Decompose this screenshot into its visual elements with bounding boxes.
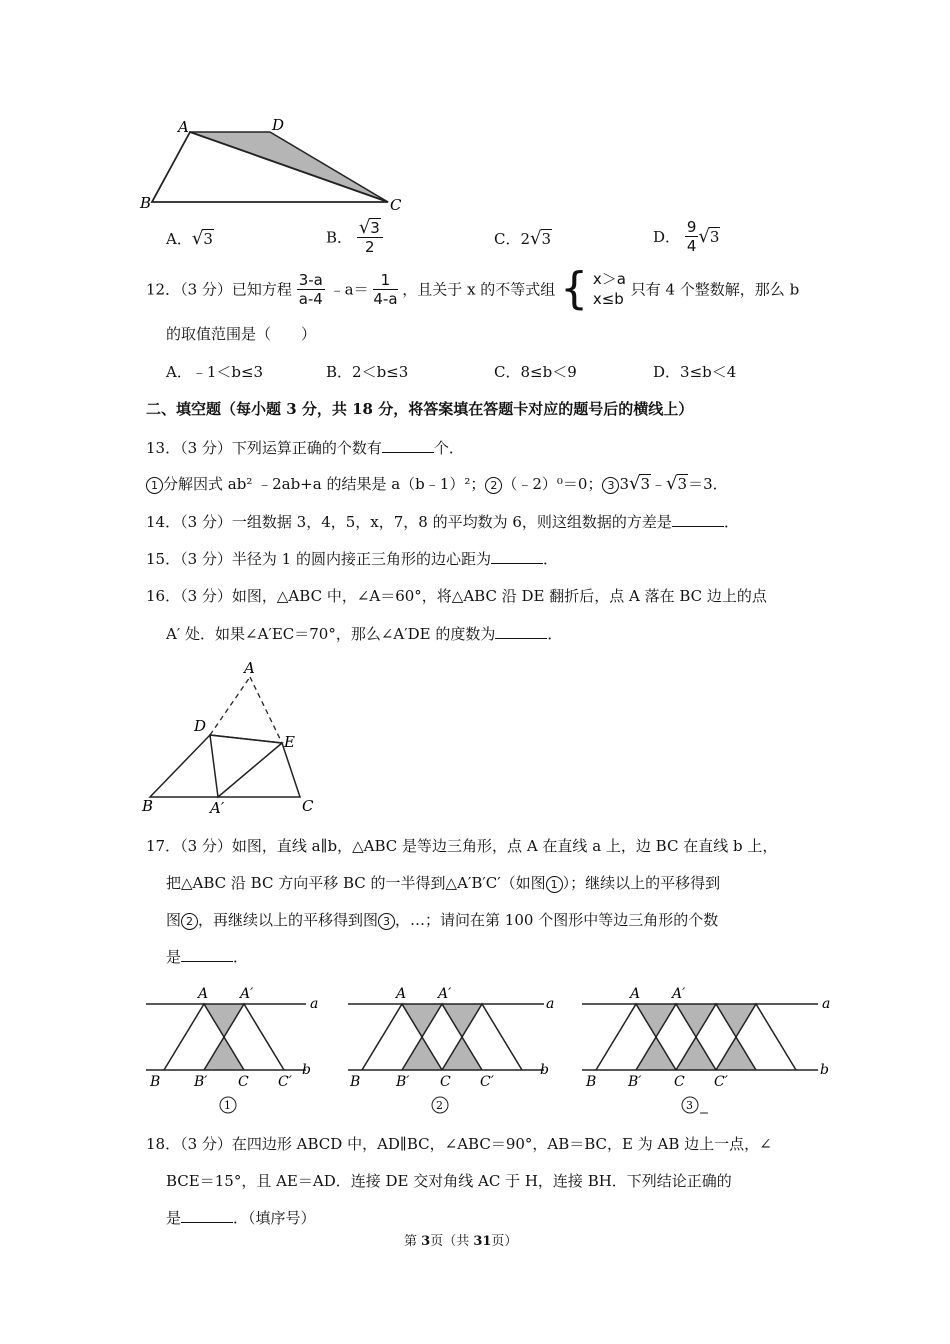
page-footer: 第 3页（共 31页） <box>404 1234 518 1249</box>
q15-text: 15．（3 分）半径为 1 的圆内接正三角形的边心距为 ． <box>146 550 558 568</box>
q13-text: 13．（3 分）下列运算正确的个数有 个． <box>146 439 464 457</box>
figure-number: 1 <box>224 1099 231 1112</box>
label-c-prime: C′ <box>714 1074 728 1090</box>
q12-option-d: D．3≤b＜4 <box>653 363 737 381</box>
label-a-prime: A′ <box>210 799 225 815</box>
label-b-prime: B′ <box>194 1074 208 1090</box>
label-a: A <box>198 986 209 1002</box>
figure-number: 2 <box>436 1099 443 1112</box>
shaded-triangle <box>442 1038 482 1070</box>
q12-line2: 的取值范围是（ ） <box>166 325 317 343</box>
q17-line2: 把△ABC 沿 BC 方向平移 BC 的一半得到△A′B′C′（如图 1 ）；继续以上的平移得到 <box>166 874 721 892</box>
shaded-triangle <box>442 1004 482 1038</box>
fraction: $\frac{9}{4}$ <box>686 218 697 255</box>
answer-blank <box>181 1208 233 1223</box>
label-c: C <box>440 1074 451 1090</box>
answer-blank <box>495 624 547 639</box>
q16-line1: 16．（3 分）如图，△ABC 中，∠A＝60°，将△ABC 沿 DE 翻折后，点 A 落在 BC 边上的点 <box>146 587 767 605</box>
q17-line3: 图 2 ，再继续以上的平移得到图 3 ，…；请问在第 100 个图形中等边三角形的个数 <box>166 911 719 929</box>
label-a-prime: A′ <box>438 986 452 1002</box>
shaded-triangle <box>402 1038 442 1070</box>
label-d: D <box>272 116 285 134</box>
q17-figure-3 <box>578 982 840 1117</box>
label-line-a: a <box>822 996 831 1012</box>
shaded-triangle <box>676 1038 716 1070</box>
label-a-prime: A′ <box>240 986 254 1002</box>
answer-blank <box>181 947 233 962</box>
shaded-triangle <box>676 1004 716 1038</box>
label-c-prime: C′ <box>278 1074 292 1090</box>
q17-figure-1 <box>142 982 332 1117</box>
fold-triangle <box>210 735 282 797</box>
q11-option-c: C．2√3 <box>494 228 552 249</box>
label-c: C <box>674 1074 685 1090</box>
label-a: A <box>630 986 641 1002</box>
q14-text: 14．（3 分）一组数据 3，4，5，x，7，8 的平均数为 6，则这组数据的方差是 ． <box>146 513 739 531</box>
label-b: B <box>140 194 152 212</box>
answer-blank <box>491 549 543 564</box>
q17-figure-2 <box>344 982 564 1117</box>
inequality-system: x＞a x≤b <box>592 270 626 308</box>
figure-number: 3 <box>686 1099 693 1112</box>
shaded-triangle <box>204 1038 244 1070</box>
q16-figure <box>138 655 328 815</box>
q11-option-a: A．√3 <box>166 228 213 249</box>
shaded-triangle <box>636 1038 676 1070</box>
label-c: C <box>302 797 314 815</box>
dashed-ad <box>210 677 250 735</box>
answer-blank <box>382 438 434 453</box>
label-line-a: a <box>546 996 555 1012</box>
fraction: $\frac{√3}{2}$ <box>357 218 383 256</box>
fraction-2: $\frac{1}{4-a}$ <box>373 270 398 308</box>
label-line-b: b <box>540 1062 549 1078</box>
label-e: E <box>284 733 295 751</box>
fraction-1: $\frac{3-a}{a-4}$ <box>298 270 323 308</box>
section-heading: 二、填空题（每小题 3 分，共 18 分，将答案填在答题卡对应的题号后的横线上） <box>146 400 694 418</box>
shaded-triangle <box>716 1004 756 1038</box>
q12-option-a: A．﹣1＜b≤3 <box>166 363 264 381</box>
label-a: A <box>244 659 255 677</box>
label-b-vertex: B <box>350 1074 361 1090</box>
q12-option-c: C．8≤b＜9 <box>494 363 577 381</box>
label-d: D <box>194 717 207 735</box>
brace: { <box>560 263 589 314</box>
q13-items: 1 分解因式 ab² ﹣2ab+a 的结果是 a（b﹣1）²； 2 （﹣2）⁰＝0； 3 3√3﹣√3＝3． <box>146 473 728 494</box>
label-b-prime: B′ <box>628 1074 642 1090</box>
shaded-triangle <box>204 1004 244 1038</box>
q11-option-d: D． $\frac{9}{4}$ √3 <box>653 218 720 255</box>
label-b-vertex: B <box>586 1074 597 1090</box>
dashed-ae <box>250 677 282 743</box>
label-c: C <box>390 196 402 214</box>
q18-line1: 18．（3 分）在四边形 ABCD 中，AD∥BC，∠ABC＝90°，AB＝BC，E 为 AB 边上一点，∠ <box>146 1135 772 1153</box>
q18-line3: 是 ．（填序号） <box>166 1209 316 1227</box>
q18-line2: BCE＝15°，且 AE＝AD．连接 DE 交对角线 AC 于 H，连接 BH．下列结论正确的 <box>166 1172 732 1190</box>
triangle-bc <box>150 735 300 797</box>
label-line-a: a <box>310 996 319 1012</box>
label-line-b: b <box>820 1062 829 1078</box>
shaded-triangle <box>402 1004 442 1038</box>
q11-option-b: B． $\frac{√3}{2}$ <box>326 218 383 256</box>
label-c: C <box>238 1074 249 1090</box>
shaded-triangle <box>636 1004 676 1038</box>
label-a: A <box>178 118 189 136</box>
q12-line1: 12．（3 分）已知方程 $\frac{3-a}{a-4}$ ﹣a＝ $\frac{1}{4-a}$ ，且关于 x 的不等式组 { x＞a x≤b 只有 4 个整数解，那么 b <box>146 263 800 314</box>
q12-option-b: B．2＜b≤3 <box>326 363 409 381</box>
shaded-triangle <box>716 1038 756 1070</box>
label-b-prime: B′ <box>396 1074 410 1090</box>
q17-line4: 是 ． <box>166 948 249 966</box>
label-a-prime: A′ <box>672 986 686 1002</box>
q11-figure <box>138 112 408 217</box>
answer-blank <box>672 512 724 527</box>
label-b-vertex: B <box>150 1074 161 1090</box>
label-c-prime: C′ <box>480 1074 494 1090</box>
label-b: B <box>142 797 154 815</box>
q16-line2: A′ 处．如果∠A′EC＝70°，那么∠A′DE 的度数为 ． <box>166 625 563 643</box>
label-a: A <box>396 986 407 1002</box>
label-line-b: b <box>302 1062 311 1078</box>
q17-line1: 17．（3 分）如图，直线 a∥b，△ABC 是等边三角形，点 A 在直线 a 上，边 BC 在直线 b 上， <box>146 837 778 855</box>
